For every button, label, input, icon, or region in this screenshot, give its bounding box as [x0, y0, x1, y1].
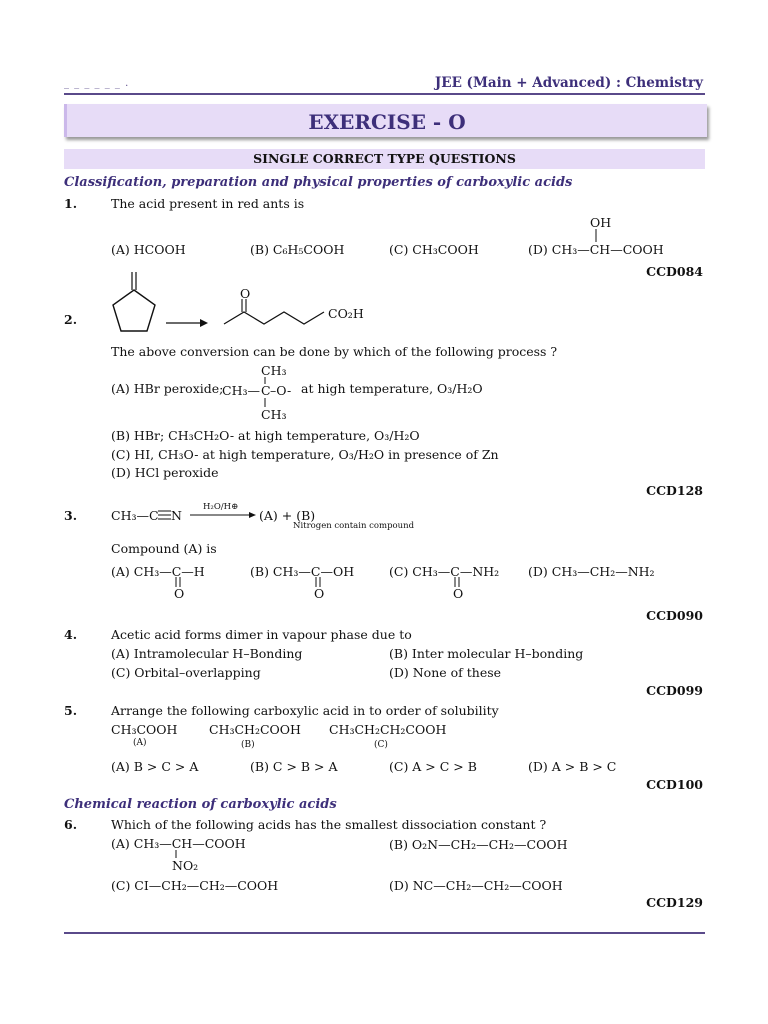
q6-option-b: (B) O₂N—CH₂—CH₂—COOH	[389, 837, 568, 852]
header-subject: JEE (Main + Advanced) : Chemistry	[434, 75, 703, 91]
q5-text: Arrange the following carboxylic acid in to order of solubility	[111, 703, 499, 718]
section-title-2: Chemical reaction of carboxylic acids	[64, 797, 337, 812]
q4-code: CCD099	[646, 683, 703, 698]
q5-option-a: (A) B > C > A	[111, 759, 199, 774]
q1-code: CCD084	[646, 264, 703, 279]
q5-option-b: (B) C > B > A	[250, 759, 338, 774]
q3-products: (A) + (B)	[259, 508, 316, 523]
q3-option-c-o: O	[453, 586, 464, 601]
q2-option-a-c: C	[261, 383, 271, 398]
q1-d-oh: OH	[590, 215, 612, 230]
q3-option-a-o: O	[174, 586, 185, 601]
exercise-title: EXERCISE - O	[308, 110, 466, 134]
footer-rule	[64, 932, 705, 934]
q1-option-c: (C) CH₃COOH	[389, 242, 479, 257]
q4-option-a: (A) Intramolecular H–Bonding	[111, 646, 303, 661]
q5-option-c: (C) A > C > B	[389, 759, 477, 774]
q5-option-d: (D) A > B > C	[528, 759, 617, 774]
q5-compound-b: CH₃CH₂COOH	[209, 722, 301, 737]
q1-option-b: (B) C₆H₅COOH	[250, 242, 345, 257]
q2-co2h: CO₂H	[328, 306, 364, 321]
section-title-1: Classification, preparation and physical properties of carboxylic acids	[64, 175, 573, 190]
q3-reactant: CH₃—C	[111, 508, 159, 523]
q2-option-c: (C) HI, CH₃O- at high temperature, O₃/H₂O in presence of Zn	[111, 447, 499, 462]
q5-compound-a: CH₃COOH	[111, 722, 178, 737]
q2-ketone-o: O	[240, 286, 251, 301]
section-heading: SINGLE CORRECT TYPE QUESTIONS	[253, 151, 516, 166]
q1-option-d: (D) CH₃—CH—COOH	[528, 242, 664, 257]
q4-option-c: (C) Orbital–overlapping	[111, 665, 261, 680]
q6-code: CCD129	[646, 895, 703, 910]
q2-option-a-prefix: (A) HBr peroxide;	[111, 381, 224, 396]
q6-option-a-bond	[0, 0, 1, 1]
q3-option-c: (C) CH₃—C—NH₂	[389, 564, 500, 579]
q5-label-a: (A)	[133, 738, 147, 748]
q5-number: 5.	[64, 703, 78, 718]
q3-code: CCD090	[646, 608, 703, 623]
q3-number: 3.	[64, 508, 78, 523]
q3-option-d: (D) CH₃—CH₂—NH₂	[528, 564, 655, 579]
q5-label-c: (C)	[374, 740, 388, 750]
q1-option-a: (A) HCOOH	[111, 242, 186, 257]
q6-text: Which of the following acids has the smallest dissociation constant ?	[111, 817, 547, 832]
q3-note: Nitrogen contain compound	[293, 521, 415, 531]
q6-option-c: (C) CI—CH₂—CH₂—COOH	[111, 878, 279, 893]
q3-option-b: (B) CH₃—C—OH	[250, 564, 355, 579]
header-rule	[64, 93, 705, 95]
q2-number: 2.	[64, 312, 78, 327]
q3-reagent: H₂O/H⊕	[203, 502, 239, 512]
q3-nitrogen: N	[171, 508, 182, 523]
q4-number: 4.	[64, 627, 78, 642]
q6-option-a: (A) CH₃—CH—COOH	[111, 836, 246, 851]
q2-option-a-conditions: at high temperature, O₃/H₂O	[301, 381, 483, 396]
exercise-banner	[64, 104, 707, 137]
q3-question: Compound (A) is	[111, 541, 217, 556]
q2-option-b: (B) HBr; CH₃CH₂O- at high temperature, O₃/H₂O	[111, 428, 420, 443]
q1-number: 1.	[64, 196, 78, 211]
q5-label-b: (B)	[241, 740, 255, 750]
q2-text: The above conversion can be done by which of the following process ?	[111, 344, 558, 359]
q4-option-d: (D) None of these	[389, 665, 502, 680]
q3-option-a: (A) CH₃—C—H	[111, 564, 205, 579]
q6-option-d: (D) NC—CH₂—CH₂—COOH	[389, 878, 563, 893]
q6-number: 6.	[64, 817, 78, 832]
q4-option-b: (B) Inter molecular H–bonding	[389, 646, 584, 661]
q2-option-a-ch3-top: CH₃	[261, 363, 287, 378]
header-left-mark: _ _ _ _ _ _ .	[64, 78, 130, 89]
section-heading-bar	[64, 149, 705, 169]
q2-option-a-ch3-bottom: CH₃	[261, 407, 287, 422]
q2-code: CCD128	[646, 483, 703, 498]
q4-text: Acetic acid forms dimer in vapour phase due to	[111, 627, 412, 642]
q5-code: CCD100	[646, 777, 703, 792]
q2-option-d: (D) HCl peroxide	[111, 465, 219, 480]
q2-option-a-ch3: CH₃—	[222, 383, 260, 398]
q1-text: The acid present in red ants is	[111, 196, 305, 211]
q5-compound-c: CH₃CH₂CH₂COOH	[329, 722, 447, 737]
q3-option-b-o: O	[314, 586, 325, 601]
q6-option-a-no2: NO₂	[172, 858, 199, 873]
q2-option-a-o: –O-	[270, 383, 292, 398]
